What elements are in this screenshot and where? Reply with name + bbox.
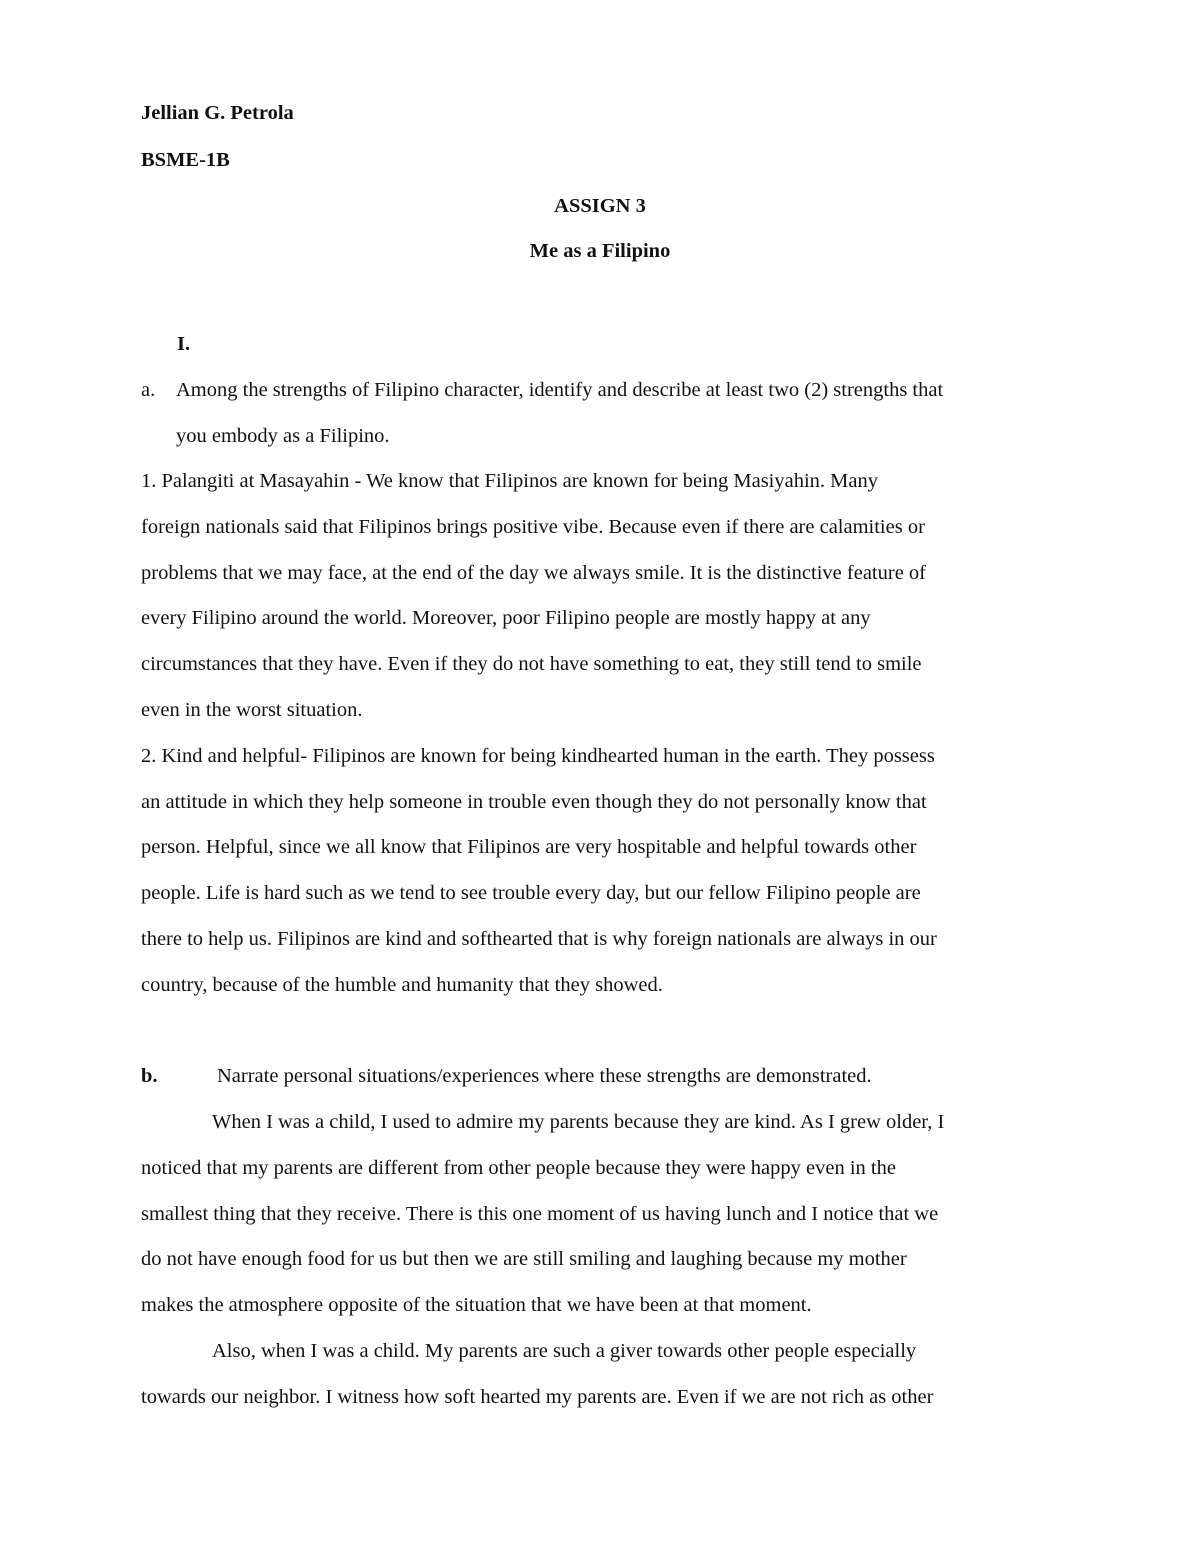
question-a-line: Among the strengths of Filipino character, identify and describe at least two (2) strengths that xyxy=(176,379,944,401)
answer-b-paragraph1-line: do not have enough food for us but then we are still smiling and laughing because my mother xyxy=(141,1248,907,1270)
answer-a-point2-line: people. Life is hard such as we tend to see trouble every day, but our fellow Filipino people are xyxy=(141,882,921,904)
question-b-marker: b. xyxy=(141,1065,158,1087)
answer-a-point1-line: even in the worst situation. xyxy=(141,699,363,721)
page-title: Me as a Filipino xyxy=(529,240,671,262)
answer-b-paragraph1-line: noticed that my parents are different from other people because they were happy even in the xyxy=(141,1157,896,1179)
question-a-marker: a. xyxy=(141,379,156,401)
class-section: BSME-1B xyxy=(141,149,230,171)
answer-a-point2-line: 2. Kind and helpful- Filipinos are known for being kindhearted human in the earth. They possess xyxy=(141,745,935,767)
section-marker: I. xyxy=(177,333,191,355)
answer-b-paragraph1-line: smallest thing that they receive. There is this one moment of us having lunch and I notice that we xyxy=(141,1203,939,1225)
answer-a-point1-line: circumstances that they have. Even if they do not have something to eat, they still tend to smile xyxy=(141,653,922,675)
question-a-line: you embody as a Filipino. xyxy=(176,425,390,447)
answer-a-point1-line: every Filipino around the world. Moreover, poor Filipino people are mostly happy at any xyxy=(141,607,871,629)
answer-b-paragraph2-line: Also, when I was a child. My parents are such a giver towards other people especially xyxy=(212,1340,917,1362)
answer-a-point1-line: 1. Palangiti at Masayahin - We know that Filipinos are known for being Masiyahin. Many xyxy=(141,470,878,492)
answer-b-paragraph2-line: towards our neighbor. I witness how soft hearted my parents are. Even if we are not rich as other xyxy=(141,1386,934,1408)
author-name: Jellian G. Petrola xyxy=(141,102,294,124)
question-b-text: Narrate personal situations/experiences where these strengths are demonstrated. xyxy=(217,1065,872,1087)
answer-a-point2-line: country, because of the humble and humanity that they showed. xyxy=(141,974,663,996)
answer-b-paragraph1-line: When I was a child, I used to admire my parents because they are kind. As I grew older, I xyxy=(212,1111,945,1133)
assignment-label: ASSIGN 3 xyxy=(554,195,646,217)
answer-b-paragraph1-line: makes the atmosphere opposite of the situation that we have been at that moment. xyxy=(141,1294,812,1316)
answer-a-point2-line: there to help us. Filipinos are kind and softhearted that is why foreign nationals are always in our xyxy=(141,928,937,950)
answer-a-point1-line: foreign nationals said that Filipinos brings positive vibe. Because even if there are calamities or xyxy=(141,516,925,538)
answer-a-point1-line: problems that we may face, at the end of the day we always smile. It is the distinctive feature of xyxy=(141,562,926,584)
answer-a-point2-line: person. Helpful, since we all know that Filipinos are very hospitable and helpful towards other xyxy=(141,836,917,858)
answer-a-point2-line: an attitude in which they help someone in trouble even though they do not personally know that xyxy=(141,791,927,813)
